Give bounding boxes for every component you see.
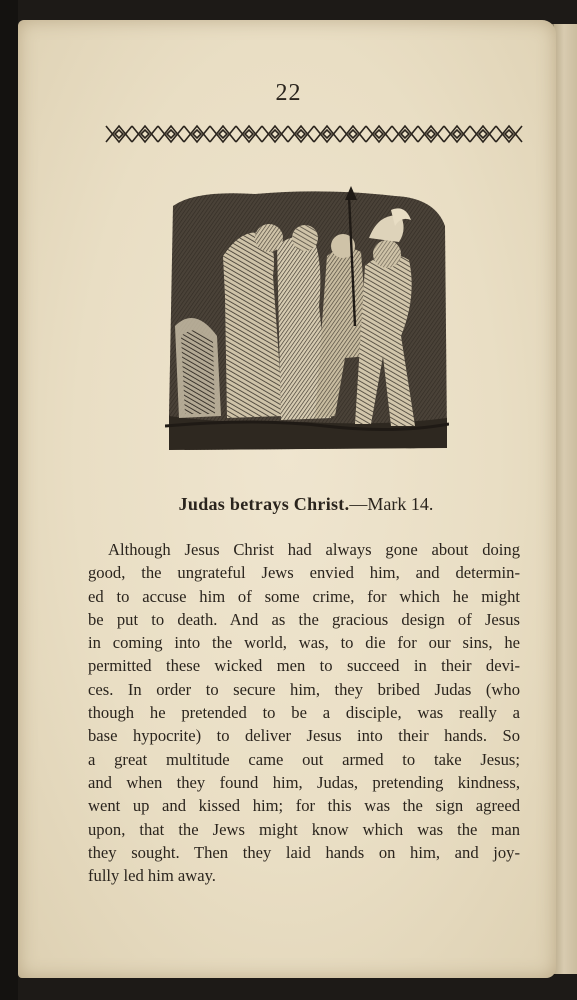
caption-title: Judas betrays Christ. xyxy=(178,494,350,514)
ornament-segment xyxy=(314,126,340,142)
page-number: 22 xyxy=(275,80,302,106)
ornament-segment xyxy=(366,126,392,142)
ornament-segment xyxy=(418,126,444,142)
ornament-segment xyxy=(210,126,236,142)
body-line: Although Jesus Christ had always gone about doing xyxy=(108,540,520,559)
body-line: fully led him away. xyxy=(88,866,216,886)
woodcut-judas-kiss-illustration xyxy=(165,186,449,454)
ornament-segment xyxy=(496,126,522,142)
illustration-caption xyxy=(0,494,577,515)
body-line: a great multitude came out armed to take Jesus; xyxy=(88,749,520,769)
body-line: ed to accuse him of some crime, for which he might xyxy=(88,586,520,606)
ornament-segment xyxy=(106,126,132,142)
body-line: ces. In order to secure him, they bribed Judas (who xyxy=(88,679,520,699)
body-line: though he pretended to be a disciple, was really a xyxy=(88,703,520,723)
ornament-segment xyxy=(262,126,288,142)
ornament-segment xyxy=(184,126,210,142)
body-line: they sought. Then they laid hands on him, and joy- xyxy=(88,842,520,862)
body-line: be put to death. And as the gracious design of Jesus xyxy=(88,609,520,629)
ornament-segment xyxy=(236,126,262,142)
ornament-segment xyxy=(340,126,366,142)
body-line: upon, that the Jews might know which was the man xyxy=(88,819,520,839)
body-line: permitted these wicked men to succeed in their devi- xyxy=(88,656,520,676)
caption-reference: —Mark 14. xyxy=(349,494,434,514)
ornament-segment xyxy=(470,126,496,142)
body-line: and when they found him, Judas, pretending kindness, xyxy=(88,772,520,792)
body-line: good, the ungrateful Jews envied him, and determin- xyxy=(88,563,520,583)
decorative-border-ornament xyxy=(104,124,524,144)
body-paragraph xyxy=(88,538,520,887)
body-line: in coming into the world, was, to die for our sins, he xyxy=(88,633,520,653)
ornament-segment xyxy=(132,126,158,142)
body-line: base hypocrite) to deliver Jesus into their hands. So xyxy=(88,726,520,746)
ornament-segment xyxy=(158,126,184,142)
ornament-segment xyxy=(392,126,418,142)
ornament-segment xyxy=(444,126,470,142)
ornament-segment xyxy=(288,126,314,142)
body-line: went up and kissed him; for this was the sign agreed xyxy=(88,796,520,816)
